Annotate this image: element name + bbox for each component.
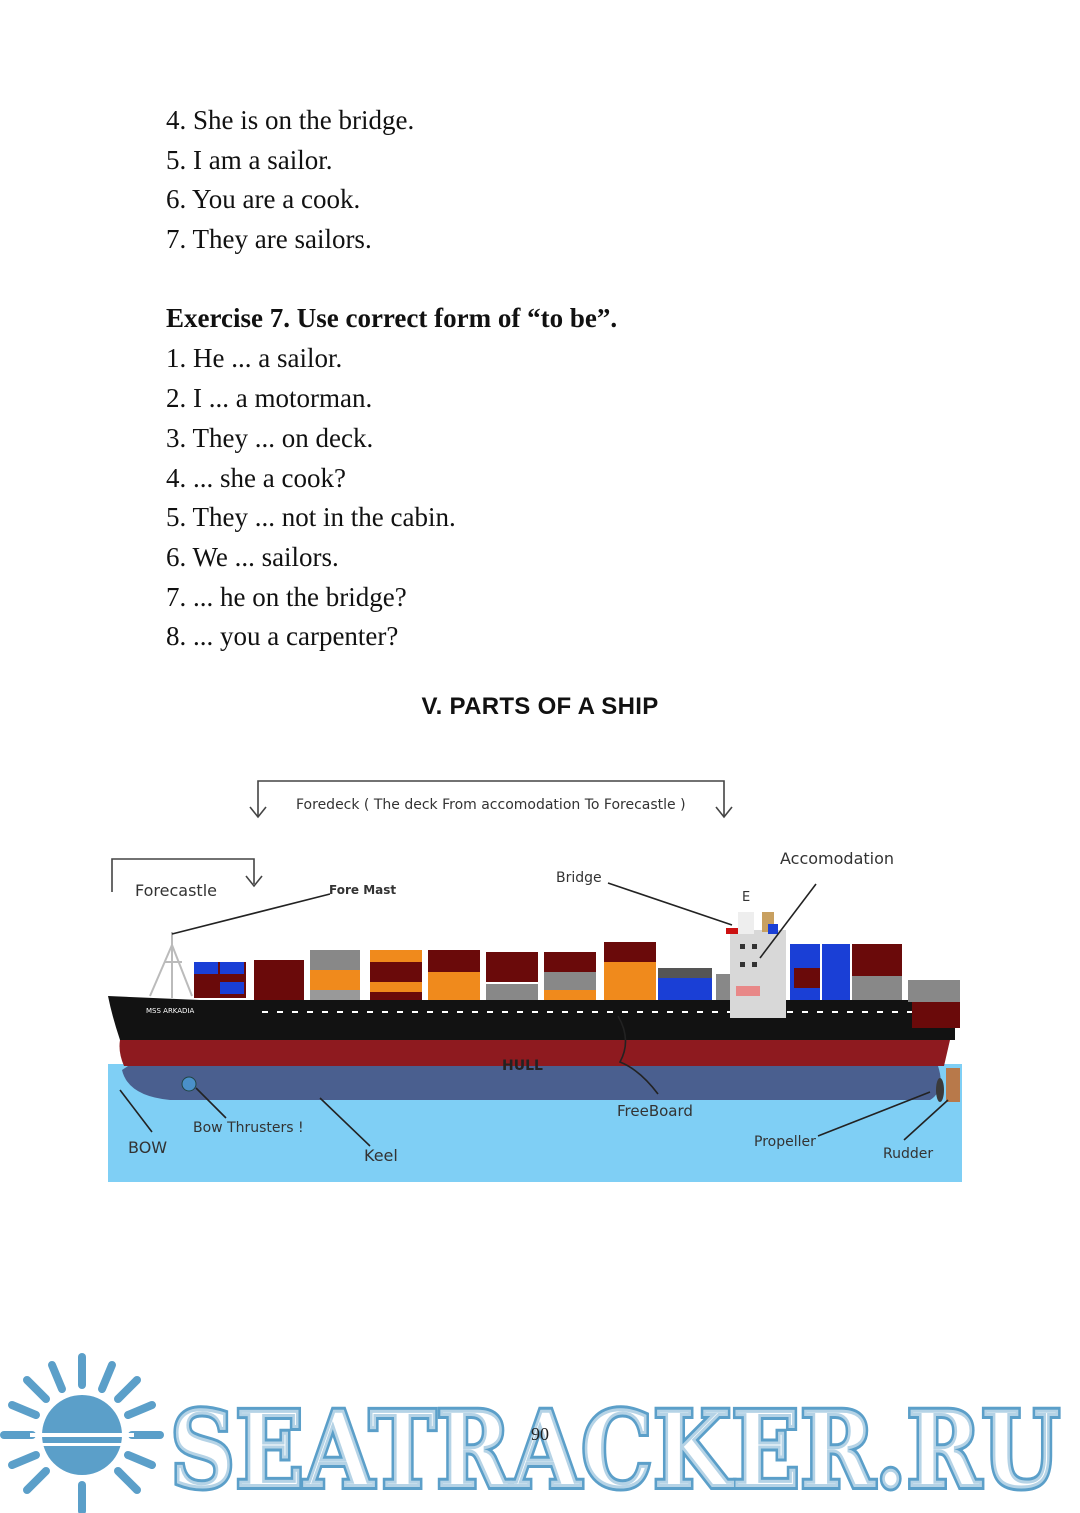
bow-label: BOW	[128, 1138, 168, 1157]
page-number: 90	[531, 1424, 549, 1444]
watermark-text-fill: SEATRACKER.RU	[170, 1387, 1060, 1512]
sentence-line: 4. She is on the bridge.	[166, 105, 415, 135]
exercise-item: 2. I ... a motorman.	[166, 383, 373, 413]
forecastle-label: Forecastle	[135, 881, 217, 900]
fore-mast	[150, 932, 192, 998]
sentence-line: 5. I am a sailor.	[166, 145, 333, 175]
fore-mast-label: Fore Mast	[329, 883, 397, 897]
funnel-mark: E	[742, 890, 751, 905]
exercise-item: 1. He ... a sailor.	[166, 343, 343, 373]
exercise-item: 6. We ... sailors.	[166, 542, 339, 572]
exercise-item: 4. ... she a cook?	[166, 463, 346, 493]
accomodation-label: Accomodation	[780, 849, 895, 868]
hull-label: HULL	[502, 1058, 543, 1074]
sentence-line: 6. You are a cook.	[166, 184, 361, 214]
exercise-heading: Exercise 7. Use correct form of “to be”.	[166, 303, 618, 333]
topside	[108, 996, 955, 1040]
propeller-shape	[936, 1078, 944, 1102]
section-title: V. PARTS OF A SHIP	[421, 693, 659, 720]
foredeck-label: Foredeck ( The deck From accomodation To Forecastle )	[296, 797, 686, 813]
accomodation-block	[726, 912, 786, 1018]
watermark-text: SEATRACKER.RU	[170, 1387, 1060, 1512]
exercise-item: 8. ... you a carpenter?	[166, 621, 399, 651]
exercise-item: 5. They ... not in the cabin.	[166, 502, 456, 532]
bow-thruster-icon	[182, 1077, 196, 1091]
rudder-label: Rudder	[883, 1146, 934, 1162]
propeller-label: Propeller	[754, 1134, 816, 1150]
ship-name-label: MSS ARKADIA	[146, 1007, 195, 1015]
sentence-line: 7. They are sailors.	[166, 224, 372, 254]
freeboard-label: FreeBoard	[617, 1102, 693, 1120]
exercise-item: 7. ... he on the bridge?	[166, 582, 407, 612]
keel-label: Keel	[364, 1146, 398, 1165]
bridge-label: Bridge	[556, 870, 602, 886]
stern-rudder	[946, 1068, 960, 1102]
bow-thrusters-label: Bow Thrusters !	[193, 1120, 304, 1136]
exercise-item: 3. They ... on deck.	[166, 423, 374, 453]
